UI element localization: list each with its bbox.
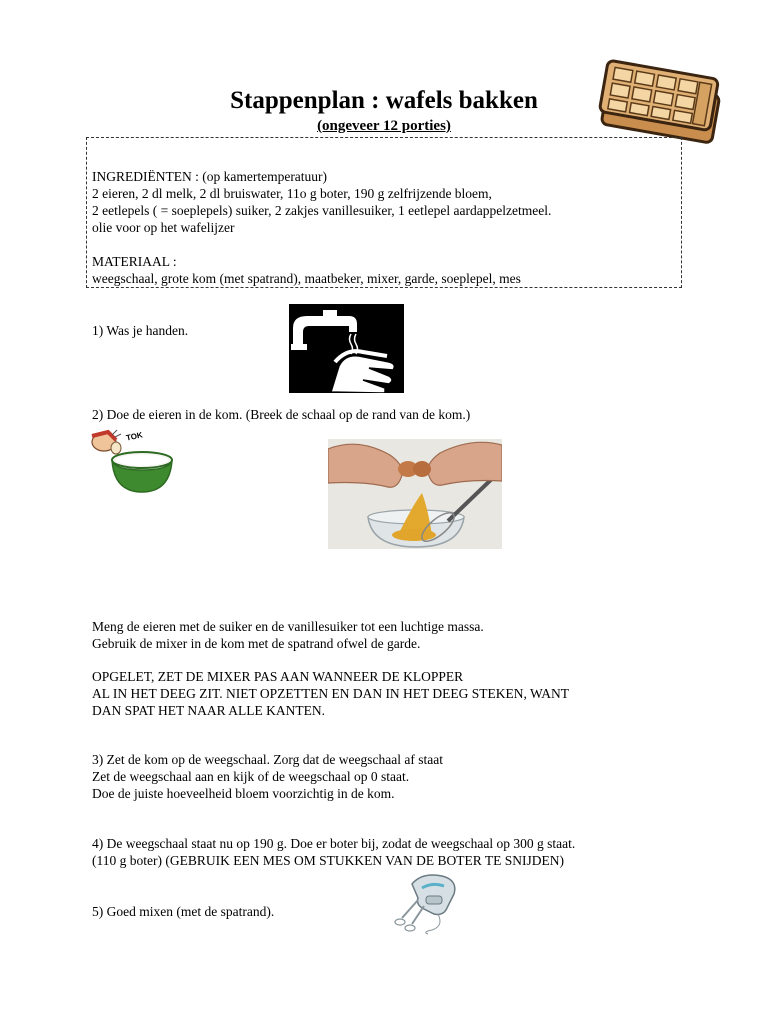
mix-line: Meng de eieren met de suiker en de vanillesuiker tot een luchtige massa. — [92, 619, 484, 634]
ingredients-line: olie voor op het wafelijzer — [92, 220, 235, 235]
mix-instructions — [92, 618, 484, 652]
page-subtitle: (ongeveer 12 porties) — [317, 118, 451, 134]
step-1: 1) Was je handen. — [92, 323, 189, 338]
tok-label: TOK — [125, 430, 144, 443]
wash-hands-icon — [289, 304, 404, 393]
ingredients-line: 2 eetlepels ( = soeplepels) suiker, 2 zakjes vanillesuiker, 1 eetlepel aardappelzetmeel. — [92, 203, 552, 218]
warning-text — [92, 668, 569, 719]
mix-line: Gebruik de mixer in de kom met de spatrand ofwel de garde. — [92, 636, 421, 651]
step-3 — [92, 751, 443, 802]
materials-heading: MATERIAAL : — [92, 254, 177, 269]
egg-bowl-icon — [90, 426, 176, 496]
egg-cracking-photo — [328, 439, 502, 549]
step-2: 2) Doe de eieren in de kom. (Breek de schaal op de rand van de kom.) — [92, 407, 471, 422]
mixer-icon — [392, 870, 464, 936]
step-4-line: 4) De weegschaal staat nu op 190 g. Doe er boter bij, zodat de weegschaal op 300 g staat. — [92, 836, 576, 851]
ingredients-line: 2 eieren, 2 dl melk, 2 dl bruiswater, 11o g boter, 190 g zelfrijzende bloem, — [92, 186, 492, 201]
waffles-icon — [592, 56, 732, 146]
ingredients-section — [92, 168, 551, 287]
page-title: Stappenplan : wafels bakken — [230, 87, 538, 114]
step-3-line: 3) Zet de kom op de weegschaal. Zorg dat de weegschaal af staat — [92, 752, 443, 767]
step-3-line: Zet de weegschaal aan en kijk of de weegschaal op 0 staat. — [92, 769, 410, 784]
warning-line: AL IN HET DEEG ZIT. NIET OPZETTEN EN DAN IN HET DEEG STEKEN, WANT — [92, 686, 570, 701]
warning-line: DAN SPAT HET NAAR ALLE KANTEN. — [92, 703, 326, 718]
step-4 — [92, 835, 575, 869]
warning-line: OPGELET, ZET DE MIXER PAS AAN WANNEER DE KLOPPER — [92, 669, 464, 684]
ingredients-heading: INGREDIËNTEN : (op kamertemperatuur) — [92, 169, 328, 184]
step-3-line: Doe de juiste hoeveelheid bloem voorzichtig in de kom. — [92, 786, 395, 801]
step-5: 5) Goed mixen (met de spatrand). — [92, 904, 275, 919]
step-4-line: (110 g boter) (GEBRUIK EEN MES OM STUKKEN VAN DE BOTER TE SNIJDEN) — [92, 853, 564, 868]
materials-line: weegschaal, grote kom (met spatrand), maatbeker, mixer, garde, soeplepel, mes — [92, 271, 521, 286]
